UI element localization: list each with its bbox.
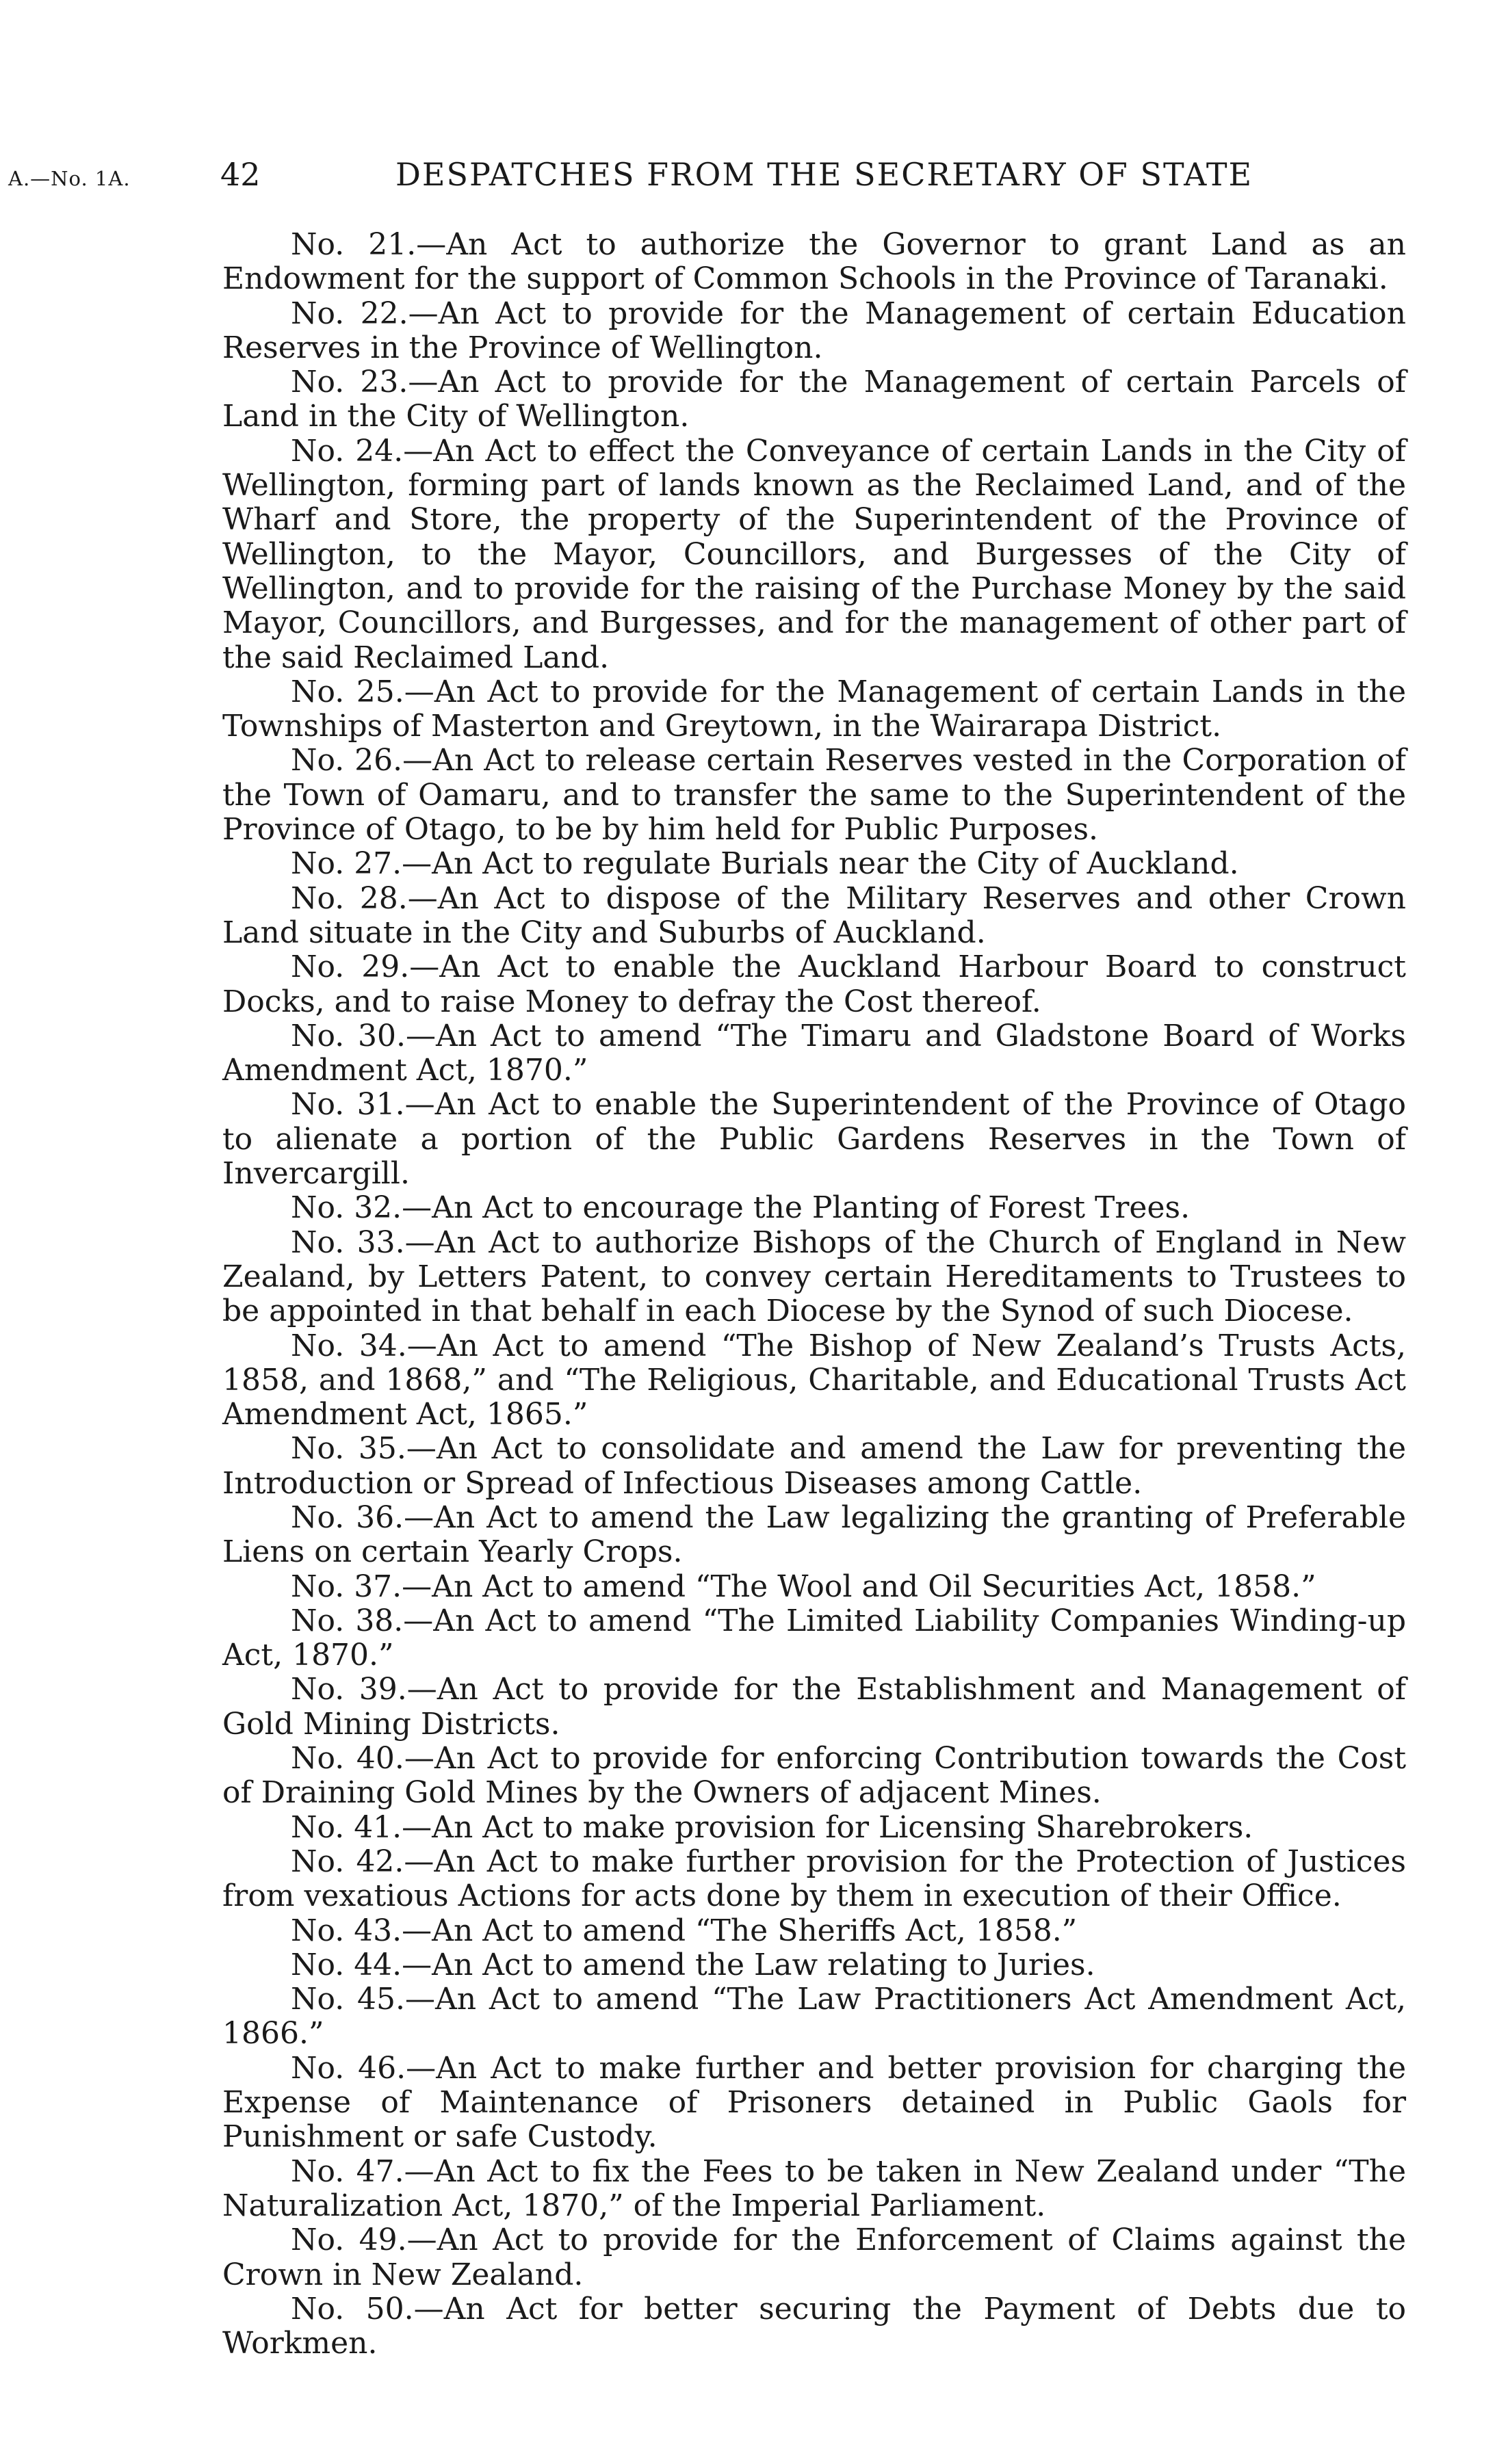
act-entry: No. 28.—An Act to dispose of the Military Reserves and other Crown Land situate in the City and Suburbs of Auckland.: [222, 880, 1406, 950]
act-entry: No. 25.—An Act to provide for the Management of certain Lands in the Townships of Masterton and Greytown, in the Wairarapa District.: [222, 674, 1406, 744]
acts-list: [222, 228, 1406, 2361]
act-entry: No. 22.—An Act to provide for the Management of certain Education Reserves in the Province of Wellington.: [222, 296, 1406, 365]
act-entry: No. 29.—An Act to enable the Auckland Harbour Board to construct Docks, and to raise Money to defray the Cost thereof.: [222, 949, 1406, 1019]
act-entry: No. 24.—An Act to effect the Conveyance of certain Lands in the City of Wellington, forming part of lands known as the Reclaimed Land, and of the Wharf and Store, the property of the Superintendent of the Province of Wellington, to the Mayor, Councillors, and Burgesses of the City of Wellington, and to provide for the raising of the Purchase Money by the said Mayor, Councillors, and Burgesses, and for the management of other part of the said Reclaimed Land.: [222, 433, 1406, 675]
act-entry: No. 35.—An Act to consolidate and amend the Law for preventing the Introduction or Spread of Infectious Diseases among Cattle.: [222, 1431, 1406, 1501]
running-title: DESPATCHES FROM THE SECRETARY OF STATE: [395, 156, 1253, 193]
act-entry: No. 40.—An Act to provide for enforcing Contribution towards the Cost of Draining Gold Mines by the Owners of adjacent Mines.: [222, 1741, 1406, 1811]
act-entry: No. 23.—An Act to provide for the Management of certain Parcels of Land in the City of Wellington.: [222, 365, 1406, 434]
act-entry: No. 21.—An Act to authorize the Governor to grant Land as an Endowment for the support of Common Schools in the Province of Taranaki.: [222, 227, 1406, 297]
act-entry: No. 42.—An Act to make further provision for the Protection of Justices from vexatious Actions for acts done by them in execution of their Office.: [222, 1844, 1406, 1914]
act-entry: No. 44.—An Act to amend the Law relating to Juries.: [291, 1947, 1095, 1982]
act-entry: No. 39.—An Act to provide for the Establishment and Management of Gold Mining Districts.: [222, 1672, 1406, 1742]
act-entry: No. 46.—An Act to make further and better provision for charging the Expense of Maintenance of Prisoners detained in Public Gaols for Punishment or safe Custody.: [222, 2050, 1406, 2155]
document-reference: A.—No. 1A.: [8, 167, 131, 190]
act-entry: No. 49.—An Act to provide for the Enforcement of Claims against the Crown in New Zealand.: [222, 2223, 1406, 2292]
act-entry: No. 32.—An Act to encourage the Planting of Forest Trees.: [291, 1190, 1191, 1226]
page-header: [0, 156, 1495, 204]
act-entry: No. 50.—An Act for better securing the Payment of Debts due to Workmen.: [222, 2291, 1406, 2361]
act-entry: No. 45.—An Act to amend “The Law Practitioners Act Amendment Act, 1866.”: [222, 1982, 1406, 2052]
act-entry: No. 43.—An Act to amend “The Sheriffs Act, 1858.”: [291, 1913, 1078, 1948]
act-entry: No. 38.—An Act to amend “The Limited Liability Companies Winding-up Act, 1870.”: [222, 1603, 1406, 1673]
act-entry: No. 31.—An Act to enable the Superintendent of the Province of Otago to alienate a portion of the Public Gardens Reserves in the Town of Invercargill.: [222, 1087, 1406, 1192]
act-entry: No. 26.—An Act to release certain Reserves vested in the Corporation of the Town of Oamaru, and to transfer the same to the Superintendent of the Province of Otago, to be by him held for Public Purposes.: [222, 743, 1406, 848]
act-entry: No. 33.—An Act to authorize Bishops of the Church of England in New Zealand, by Letters Patent, to convey certain Hereditaments to Trustees to be appointed in that behalf in each Diocese by the Synod of such Diocese.: [222, 1224, 1406, 1329]
page-number: 42: [220, 156, 261, 193]
act-entry: No. 34.—An Act to amend “The Bishop of New Zealand’s Trusts Acts, 1858, and 1868,” and “The Religious, Charitable, and Educational Trusts Act Amendment Act, 1865.”: [222, 1328, 1406, 1432]
act-entry: No. 27.—An Act to regulate Burials near the City of Auckland.: [291, 846, 1239, 882]
act-entry: No. 41.—An Act to make provision for Licensing Sharebrokers.: [291, 1809, 1253, 1845]
act-entry: No. 37.—An Act to amend “The Wool and Oil Securities Act, 1858.”: [291, 1569, 1316, 1604]
act-entry: No. 36.—An Act to amend the Law legalizing the granting of Preferable Liens on certain Yearly Crops.: [222, 1499, 1406, 1570]
act-entry: No. 30.—An Act to amend “The Timaru and Gladstone Board of Works Amendment Act, 1870.”: [222, 1018, 1406, 1088]
act-entry: No. 47.—An Act to fix the Fees to be taken in New Zealand under “The Naturalization Act, 1870,” of the Imperial Parliament.: [222, 2153, 1406, 2223]
